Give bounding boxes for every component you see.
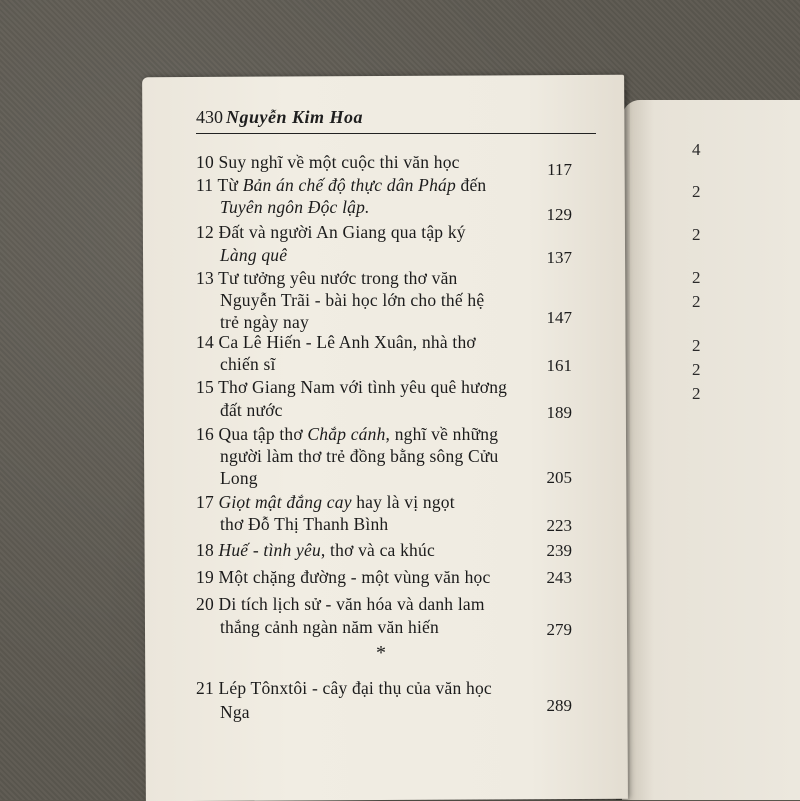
entry-17-page: 223 [546,516,572,535]
entry-10-line1: 10 Suy nghĩ về một cuộc thi văn học [196,152,460,172]
entry-14-line2: chiến sĩ [220,354,276,374]
entry-13-line3: trẻ ngày nay [220,312,309,332]
entry-15-line2: đất nước [220,400,283,420]
entry-13-page: 147 [546,308,572,327]
entry-13-line1: 13 Tư tưởng yêu nước trong thơ văn [196,268,458,288]
entry-11-page: 129 [546,205,572,224]
entry-11-line1: 11 Từ Bản án chế độ thực dân Pháp đến [196,175,487,195]
entry-12-line2: Làng quê [220,245,288,265]
entry-13-line2: Nguyễn Trãi - bài học lớn cho thế hệ [220,290,485,310]
entry-14-line1: 14 Ca Lê Hiến - Lê Anh Xuân, nhà thơ [196,332,476,352]
entry-16-line1: 16 Qua tập thơ Chắp cánh, nghĩ về những [196,424,499,444]
right-fragment: 2 [692,268,701,287]
page-number: 430 [196,107,223,127]
entry-12-line1: 12 Đất và người An Giang qua tập ký [196,222,466,242]
entry-21-line1: 21 Lép Tônxtôi - cây đại thụ của văn học [196,678,492,698]
entry-19-page: 243 [546,568,572,587]
entry-15-page: 189 [546,403,572,422]
right-fragment: 2 [692,336,701,355]
entry-12-page: 137 [546,248,572,267]
entry-11-line2: Tuyên ngôn Độc lập. [220,197,370,217]
right-fragment: 2 [692,384,701,403]
author-name: Nguyễn Kim Hoa [226,107,364,127]
right-fragment: 2 [692,292,701,311]
entry-21-line2: Nga [220,702,250,722]
entry-19-line1: 19 Một chặng đường - một vùng văn học [196,567,491,587]
entry-17-line2: thơ Đỗ Thị Thanh Bình [220,514,389,534]
entry-14-page: 161 [546,356,572,375]
right-fragment: 2 [692,360,701,379]
entry-16-line2: người làm thơ trẻ đồng bằng sông Cửu [220,446,499,466]
entry-21-page: 289 [546,696,572,715]
entry-17-line1: 17 Giọt mật đắng cay hay là vị ngọt [196,492,455,512]
section-separator: * [376,642,386,664]
entry-20-line1: 20 Di tích lịch sử - văn hóa và danh lam [196,594,485,614]
right-fragment: 2 [692,182,701,201]
entry-10-page: 117 [547,160,572,179]
entry-16-line3: Long [220,468,258,488]
entry-18-line1: 18 Huế - tình yêu, thơ và ca khúc [196,540,435,560]
right-fragment: 2 [692,225,701,244]
entry-16-page: 205 [546,468,572,487]
right-fragment: 4 [692,140,701,159]
entry-20-page: 279 [546,620,572,639]
entry-15-line1: 15 Thơ Giang Nam với tình yêu quê hương [196,377,508,397]
entry-18-page: 239 [546,541,572,560]
entry-20-line2: thắng cảnh ngàn năm văn hiến [220,617,439,637]
